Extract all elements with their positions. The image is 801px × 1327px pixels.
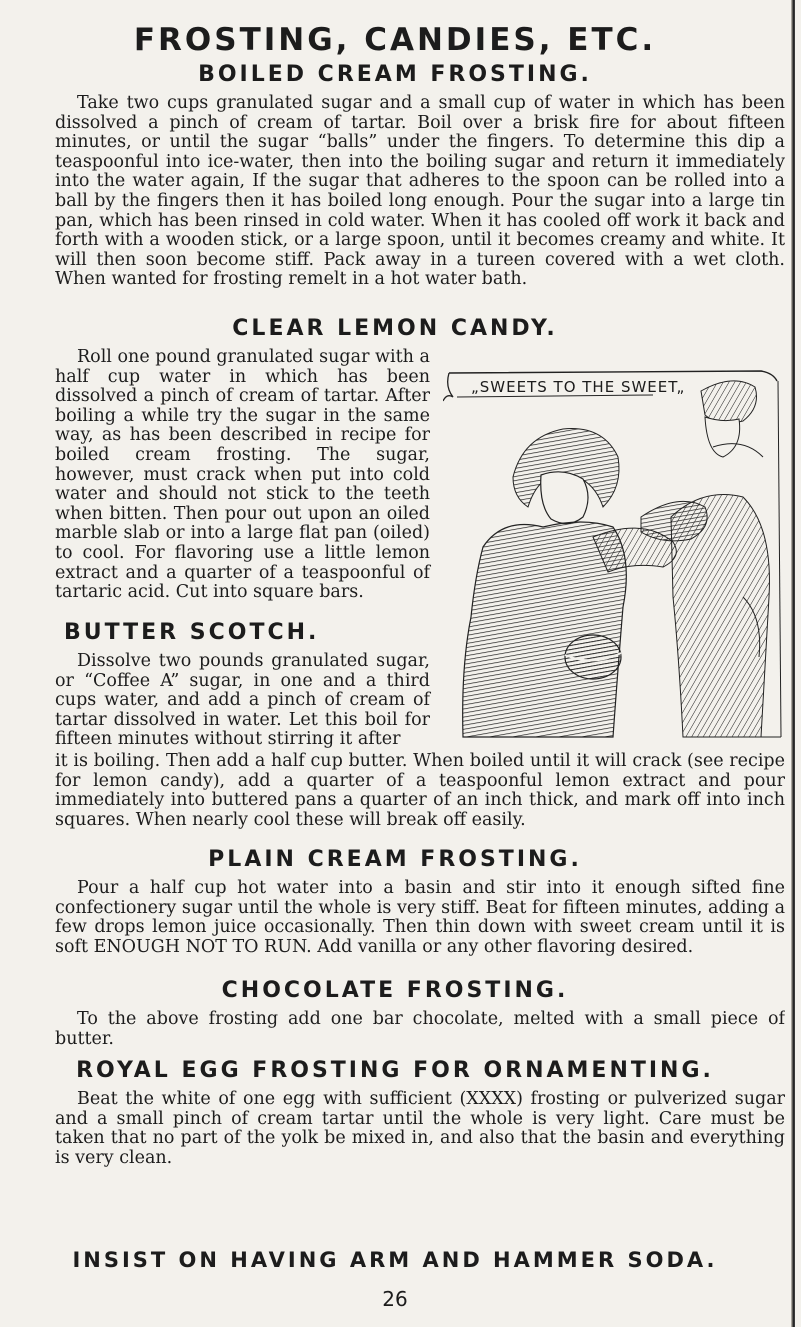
- recipe-plain-cream-frosting: [55, 879, 785, 957]
- heading-butter-scotch: BUTTER SCOTCH.: [64, 620, 320, 645]
- paragraph-chocolate-frosting: To the above frosting add one bar chocolate, melted with a small piece of butter.: [55, 1010, 785, 1049]
- paragraph-royal-egg-frosting: Beat the white of one egg with sufficient (XXXX) frosting or pulverized sugar and a small pinch of cream tartar until the whole is very light. Care must be taken that no part of the yolk be mixed in, and also that the basin and everything is very clean.: [55, 1090, 785, 1168]
- heading-royal-egg-frosting: ROYAL EGG FROSTING FOR ORNAMENTING.: [76, 1058, 714, 1083]
- girl-with-candy-box-icon: [443, 367, 784, 742]
- paragraph-clear-lemon-candy: Roll one pound granulated sugar with a half cup water in which has been dissolved a pinch of cream of tartar. After boiling a while try the sugar in the same way, as has been described in recipe for boiled cream frosting. The sugar, however, must crack when put into cold water and should not stick to the teeth when bitten. Then pour out upon an oiled marble slab or into a large flat pan (oiled) to cool. For flavoring use a little lemon extract and a quarter of a teaspoonful of tartaric acid. Cut into square bars.: [55, 347, 430, 603]
- heading-boiled-cream-frosting: BOILED CREAM FROSTING.: [198, 62, 592, 87]
- heading-clear-lemon-candy: CLEAR LEMON CANDY.: [232, 316, 558, 341]
- page-number: 26: [382, 1287, 408, 1311]
- recipe-clear-lemon-candy: [55, 348, 430, 603]
- paragraph-butter-scotch-part2: it is boiling. Then add a half cup butter. When boiled until it will crack (see recipe for lemon candy), add a quarter of a teaspoonful lemon extract and pour immediately into buttered pans a quarter of an inch thick, and mark off into inch squares. When nearly cool these will break off easily.: [55, 752, 785, 830]
- recipe-royal-egg-frosting: [55, 1090, 785, 1168]
- page-title: FROSTING, CANDIES, ETC.: [133, 22, 657, 58]
- footer-slogan: INSIST ON HAVING ARM AND HAMMER SODA.: [72, 1248, 718, 1272]
- page-edge-shadow: [791, 0, 795, 1327]
- recipe-butter-scotch-part2: [55, 752, 785, 830]
- illustration-caption: „SWEETS TO THE SWEET„: [471, 378, 686, 396]
- paragraph-plain-cream-frosting: Pour a half cup hot water into a basin and stir into it enough sifted fine confectionery sugar until the whole is very stiff. Beat for fifteen minutes, adding a few drops lemon juice occasionally. Then thin down with sweet cream until it is soft ENOUGH NOT TO RUN. Add vanilla or any other flavoring desired.: [55, 879, 785, 957]
- heading-chocolate-frosting: CHOCOLATE FROSTING.: [221, 978, 569, 1003]
- paragraph-butter-scotch-part1: Dissolve two pounds granulated sugar, or “Coffee A” sugar, in one and a third cups water, and add a pinch of cream of tartar dissolved in water. Let this boil for fifteen minutes without stirring it after: [55, 651, 430, 750]
- sweets-illustration: [443, 367, 784, 742]
- heading-plain-cream-frosting: PLAIN CREAM FROSTING.: [208, 847, 582, 872]
- recipe-boiled-cream-frosting: [55, 94, 785, 294]
- recipe-butter-scotch-part1: [55, 652, 430, 750]
- recipe-chocolate-frosting: [55, 1010, 785, 1049]
- paragraph-boiled-cream-frosting: Take two cups granulated sugar and a small cup of water in which has been dissolved a pinch of cream of tartar. Boil over a brisk fire for about fifteen minutes, or until the sugar “balls” under the fingers. To determine this dip a teaspoonful into ice-water, then into the boiling sugar and return it immediately into the water again, If the sugar that adheres to the spoon can be rolled into a ball by the fingers then it has boiled long enough. Pour the sugar into a large tin pan, which has been rinsed in cold water. When it has cooled off work it back and forth with a wooden stick, or a large spoon, until it becomes creamy and white. It will then soon become stiff. Pack away in a tureen covered with a wet cloth. When wanted for frosting remelt in a hot water bath.: [55, 94, 785, 290]
